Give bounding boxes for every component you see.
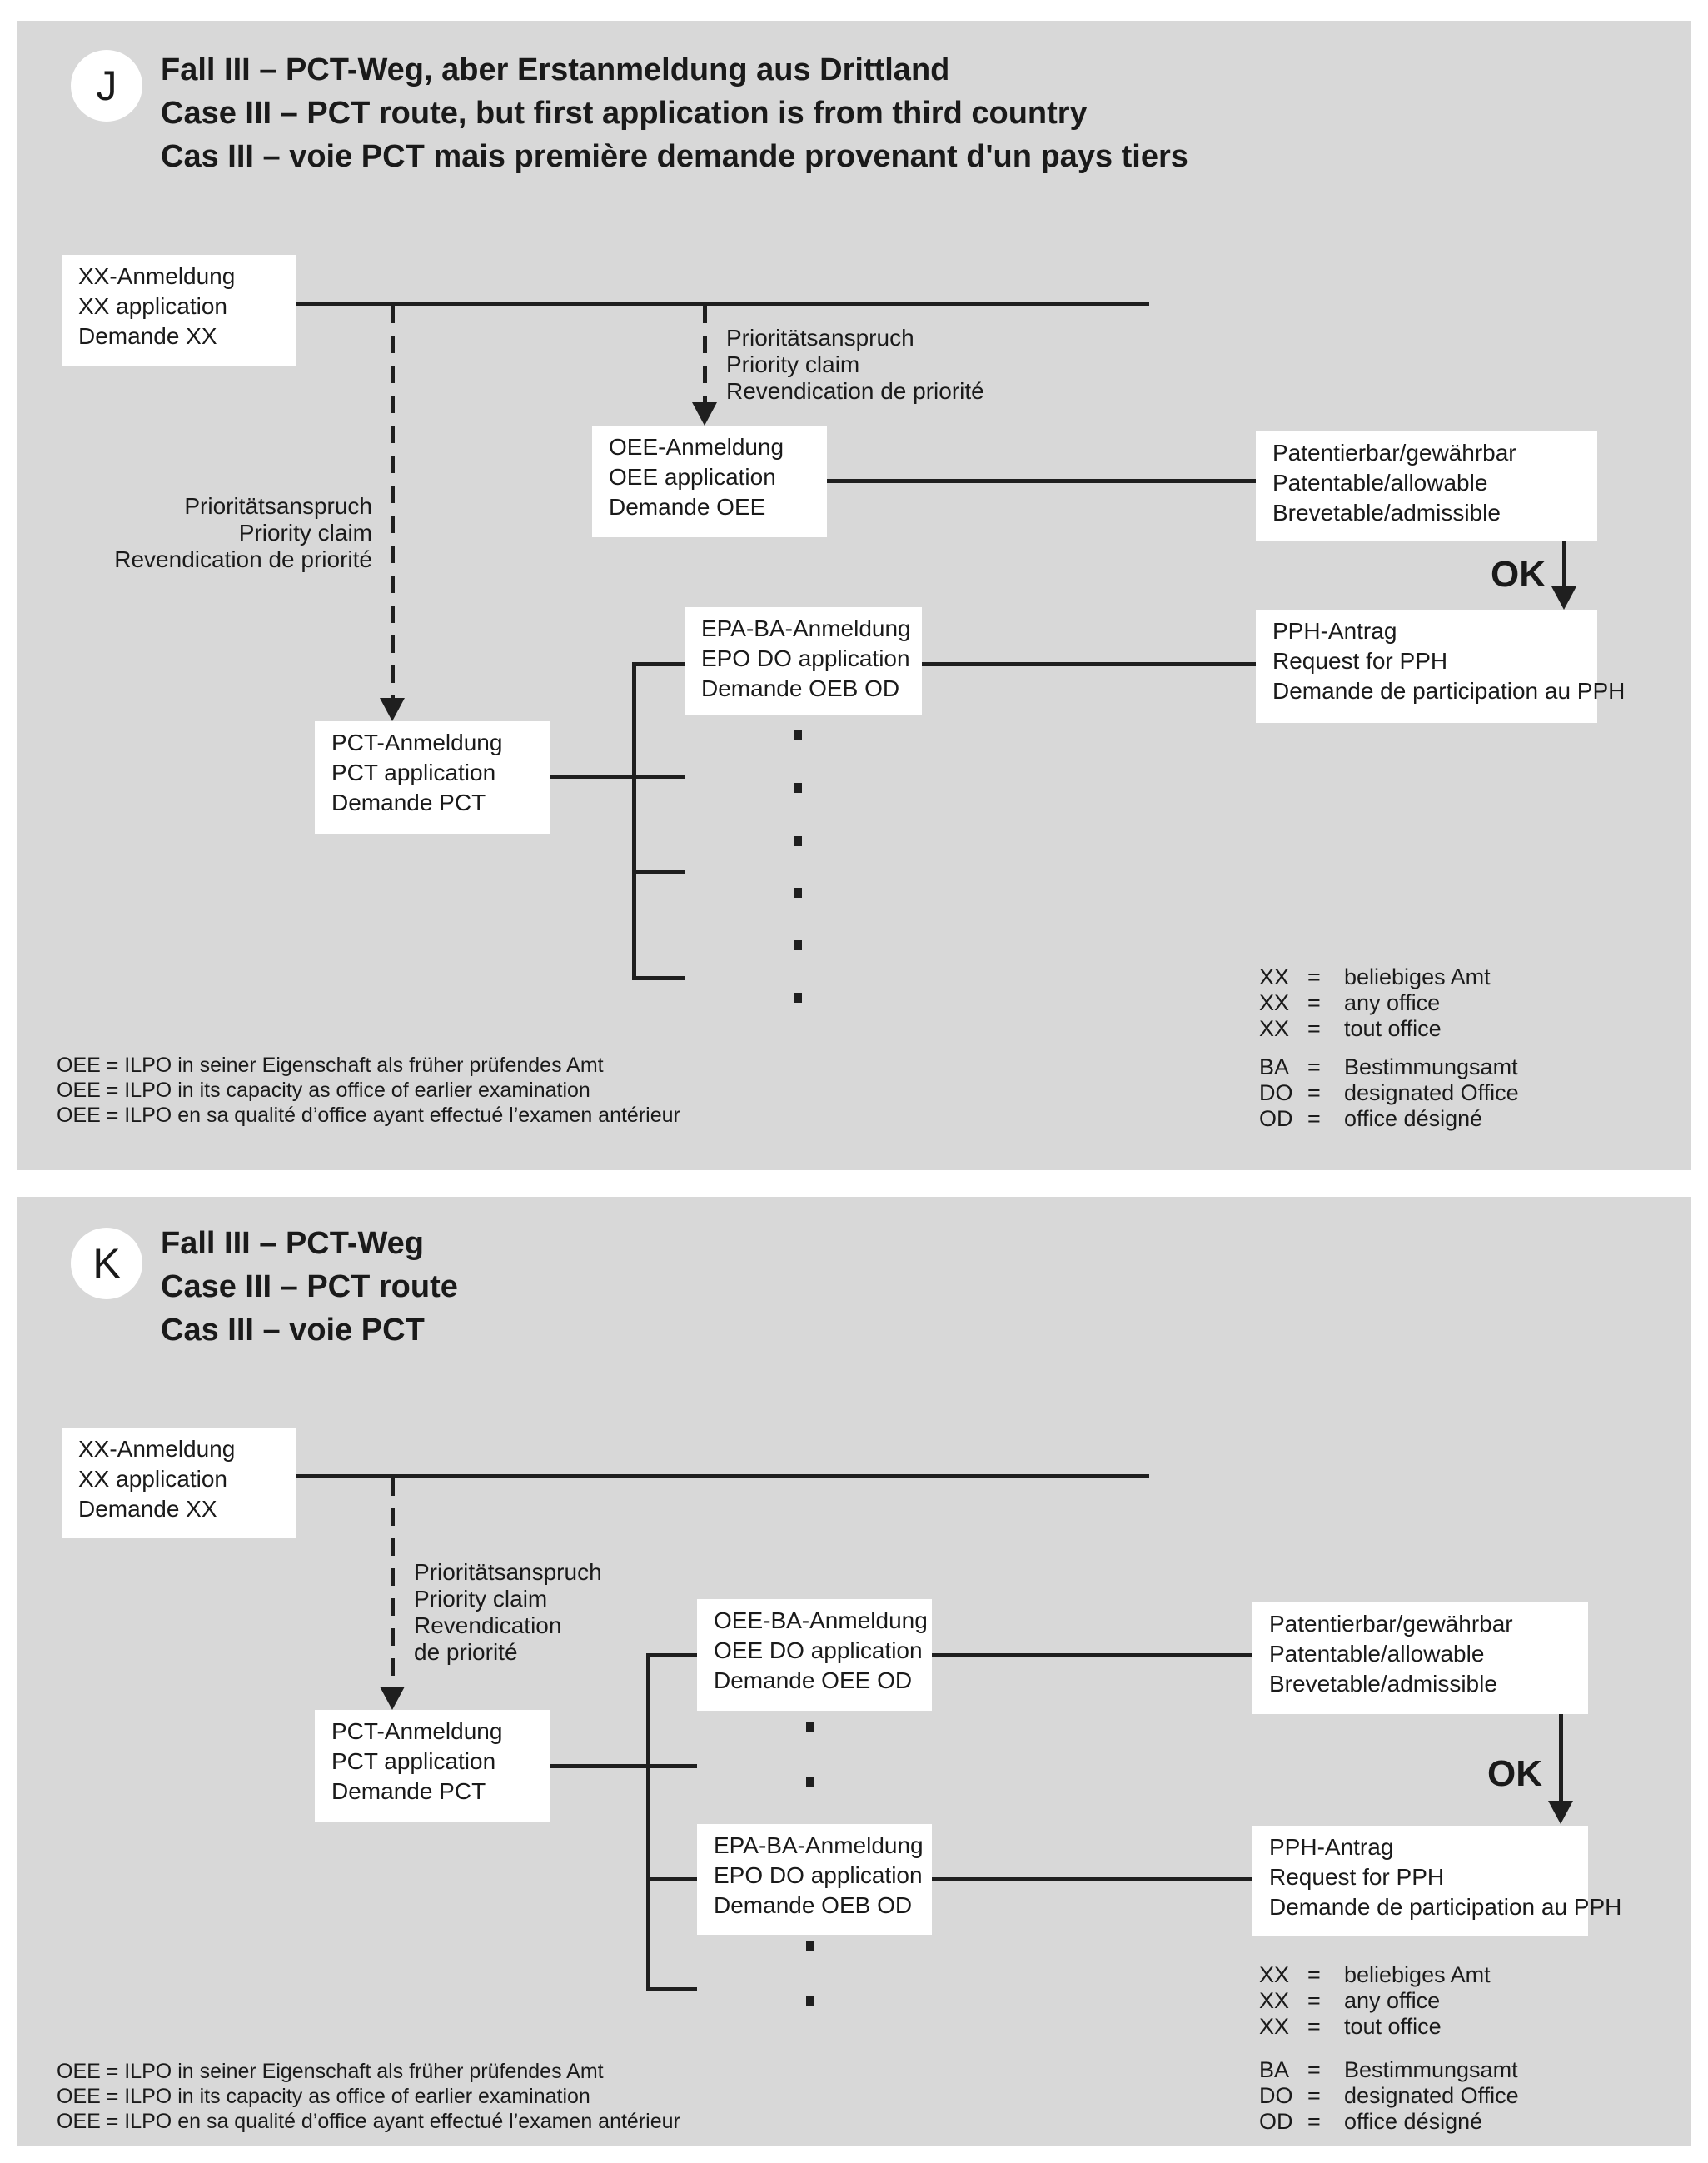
do-branch-epa-k [646, 1877, 697, 1881]
ok-arrow-shaft-j [1562, 541, 1566, 588]
panel-j-title [161, 48, 1188, 178]
do-branch-mid-j [632, 870, 685, 874]
ellipsis-dot [794, 836, 802, 846]
oee-application-box-j: OEE-Anmeldung OEE application Demande OEE [592, 426, 827, 537]
ellipsis-dot [806, 1996, 814, 2006]
priority-dashed-line-j-oee [703, 306, 707, 402]
priority-claim-label-k: Prioritätsanspruch Priority claim Revendication de priorité [414, 1559, 602, 1665]
ellipsis-dot [806, 1777, 814, 1787]
xx-application-box-j: XX-Anmeldung XX application Demande XX [62, 255, 296, 366]
pph-request-box-k: PPH-Antrag Request for PPH Demande de participation au PPH [1252, 1826, 1588, 1936]
priority-arrowhead-icon-j-pct [380, 698, 405, 721]
priority-claim-label-j-oee: Prioritätsanspruch Priority claim Revendication de priorité [726, 325, 984, 404]
timeline-k [296, 1474, 1149, 1478]
legend-office-j: BA = Bestimmungsamt DO = designated Office OD = office désigné [1259, 1054, 1519, 1131]
priority-dashed-line-k [391, 1478, 395, 1687]
pct-application-box-k: PCT-Anmeldung PCT application Demande PCT [315, 1710, 550, 1822]
panel-j-title-fr: Cas III – voie PCT mais première demande provenant d'un pays tiers [161, 139, 1188, 174]
legend-office-k: BA = Bestimmungsamt DO = designated Office OD = office désigné [1259, 2057, 1519, 2134]
do-trunk-line-j [632, 662, 636, 980]
panel-j-title-en: Case III – PCT route, but first application is from third country [161, 96, 1088, 131]
panel-k-title [161, 1222, 458, 1352]
legend-xx-j: XX = beliebiges Amt XX = any office XX = tout office [1259, 964, 1491, 1041]
ellipsis-dot [794, 730, 802, 740]
flow-line-pct-to-trunk-k [550, 1764, 697, 1768]
case-j-badge-letter: J [96, 62, 117, 109]
epo-do-application-box-j: EPA-BA-Anmeldung EPO DO application Demande OEB OD [685, 607, 922, 715]
pct-application-box-j: PCT-Anmeldung PCT application Demande PCT [315, 721, 550, 834]
ellipsis-dot [794, 940, 802, 950]
ok-label-k: OK [1487, 1753, 1542, 1794]
priority-claim-label-j-pct: Prioritätsanspruch Priority claim Revendication de priorité [114, 493, 372, 572]
flow-line-epo-to-pph-j [922, 662, 1256, 666]
ok-arrowhead-icon-j [1551, 586, 1576, 610]
panel-k-title-en: Case III – PCT route [161, 1269, 458, 1304]
flow-line-pct-to-trunk-j [550, 775, 685, 779]
flow-line-oee-to-patentable-k [932, 1653, 1252, 1657]
do-branch-bottom-k [646, 1987, 697, 1991]
ellipsis-dot [794, 993, 802, 1003]
patentable-box-k: Patentierbar/gewährbar Patentable/allowable Brevetable/admissible [1252, 1602, 1588, 1714]
panel-k-title-fr: Cas III – voie PCT [161, 1313, 425, 1348]
timeline-j [296, 302, 1149, 306]
ok-arrow-shaft-k [1559, 1714, 1563, 1801]
do-branch-oee-k [646, 1653, 697, 1657]
ellipsis-dot [806, 1722, 814, 1732]
do-branch-top-j [632, 662, 685, 666]
legend-xx-k: XX = beliebiges Amt XX = any office XX = tout office [1259, 1962, 1491, 2039]
ellipsis-dot [794, 888, 802, 898]
flow-line-epo-to-pph-k [932, 1877, 1252, 1881]
xx-application-box-k: XX-Anmeldung XX application Demande XX [62, 1428, 296, 1538]
priority-dashed-line-j-pct [391, 306, 395, 698]
ok-arrowhead-icon-k [1548, 1801, 1573, 1824]
ellipsis-dot [794, 783, 802, 793]
flow-line-oee-to-patentable-j [827, 479, 1256, 483]
panel-k-title-de: Fall III – PCT-Weg [161, 1226, 425, 1261]
legend-oee-j: OEE = ILPO in seiner Eigenschaft als früher prüfendes Amt OEE = ILPO in its capacity as office of earlier examination OEE = ILPO en sa qualité d’office ayant effectué l’examen antérieur [57, 1054, 680, 1127]
legend-oee-k: OEE = ILPO in seiner Eigenschaft als früher prüfendes Amt OEE = ILPO in its capacity as office of earlier examination OEE = ILPO en sa qualité d’office ayant effectué l’examen antérieur [57, 2060, 680, 2133]
epo-do-application-box-k: EPA-BA-Anmeldung EPO DO application Demande OEB OD [697, 1824, 932, 1935]
do-branch-bottom-j [632, 976, 685, 980]
case-j-badge [71, 50, 142, 122]
ellipsis-dot [806, 1941, 814, 1951]
priority-arrowhead-icon-j-oee [692, 402, 717, 426]
case-k-badge [71, 1228, 142, 1299]
case-k-badge-letter: K [92, 1240, 121, 1287]
pph-request-box-j: PPH-Antrag Request for PPH Demande de participation au PPH [1256, 610, 1597, 723]
panel-j-title-de: Fall III – PCT-Weg, aber Erstanmeldung aus Drittland [161, 52, 950, 87]
oee-do-application-box-k: OEE-BA-Anmeldung OEE DO application Demande OEE OD [697, 1599, 932, 1711]
patentable-box-j: Patentierbar/gewährbar Patentable/allowable Brevetable/admissible [1256, 431, 1597, 541]
priority-arrowhead-icon-k [380, 1687, 405, 1710]
ok-label-j: OK [1491, 554, 1546, 595]
do-trunk-line-k [646, 1653, 650, 1991]
